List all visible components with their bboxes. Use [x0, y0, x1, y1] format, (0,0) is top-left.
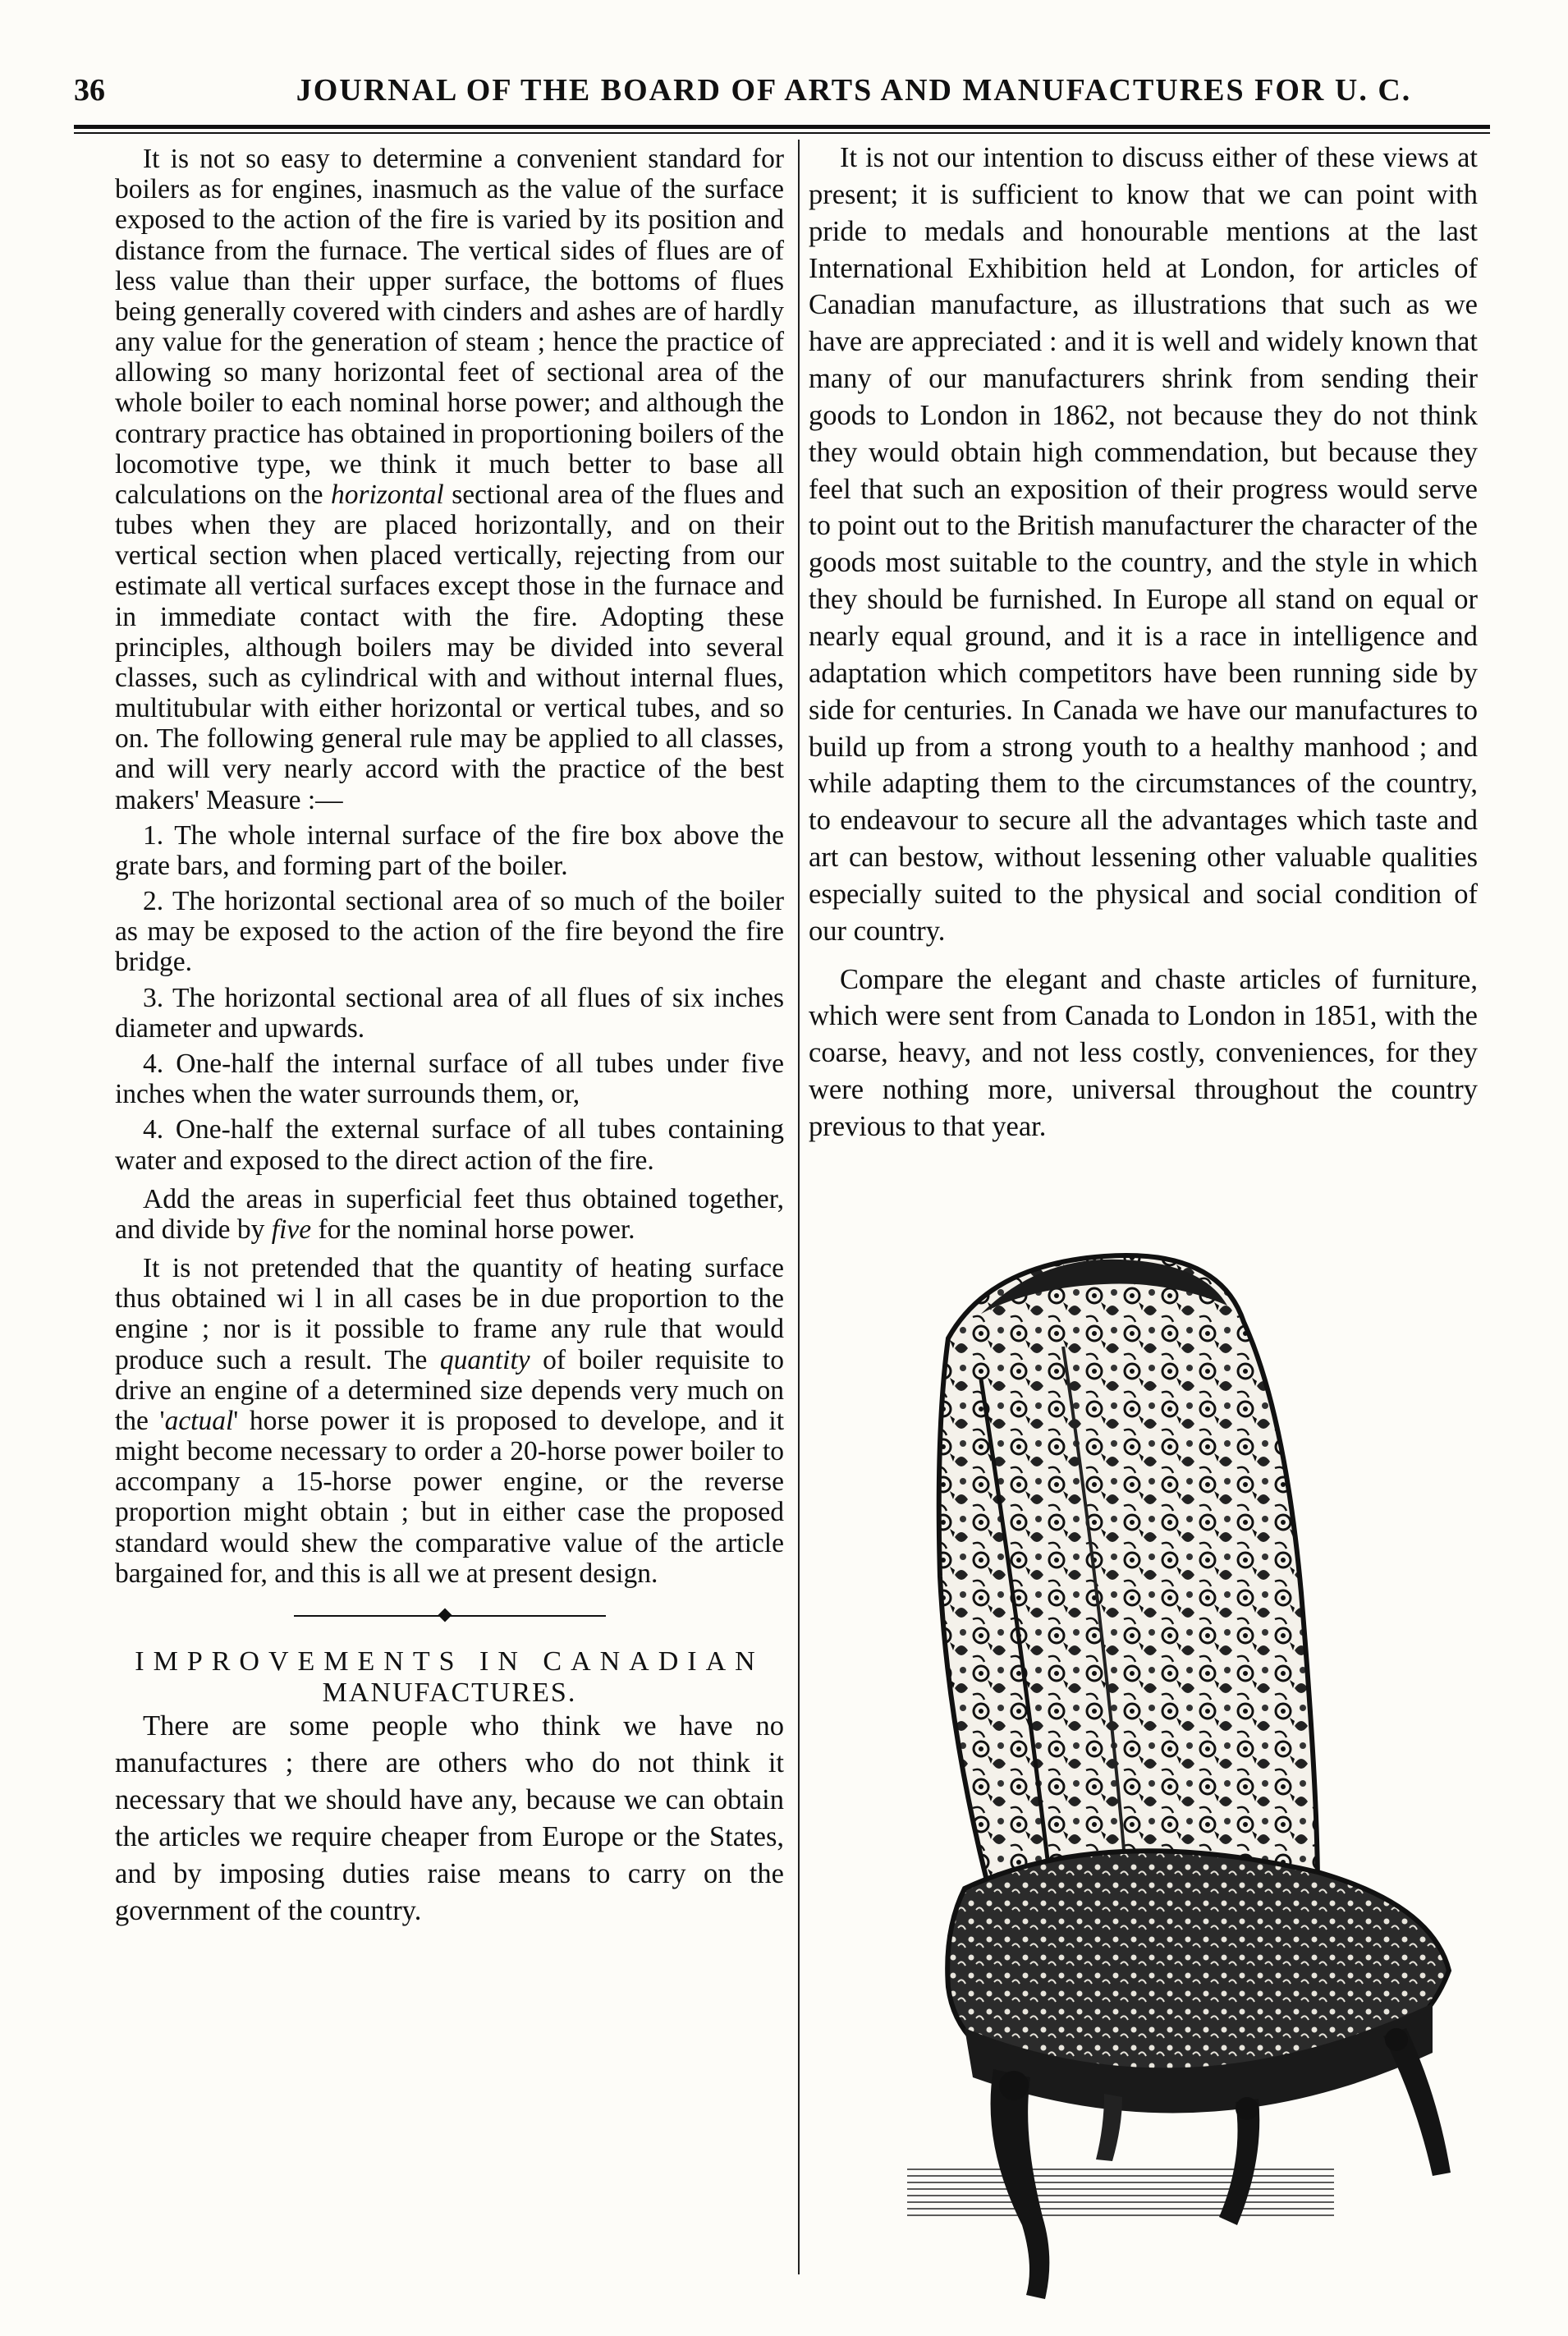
add-areas-paragraph	[115, 1184, 784, 1245]
header-rule-thin	[74, 132, 1490, 134]
compare-paragraph: Compare the elegant and chaste articles of furniture, which were sent from Canada to London in 1851, with the coarse, heavy, and not less costly, conveniences, for they were nothing more, universal throughout the country previous to that year.	[809, 963, 1478, 1142]
italic-text: horizontal	[330, 479, 444, 510]
separator-ornament-icon	[438, 1608, 452, 1622]
rule-item-1: 1. The whole internal surface of the fire box above the grate bars, and forming part of the boiler.	[115, 819, 784, 881]
section-heading: IMPROVEMENTS IN CANADIAN	[135, 1645, 764, 1677]
text-run: ' horse power it is proposed to develope, and it might become necessary to order a 20-horse power boiler to accompany a 15-horse power engine, or the reverse proportion might obtain ; but in either case the proposed standard would shew the comparative value of the article bargained for, and this is all we at present design.	[115, 1405, 784, 1589]
text-run: sectional area of the flues and tubes when they are placed horizontally, and on their vertical section when placed vertically, rejecting from our estimate all vertical surfaces except those in the furnace and in immediate contact with the fire. Adopting these principles, although boilers may be divided into several classes, such as cylindrical with and without internal flues, multitubular with either horizontal or vertical tubes, and so on. The following general rule may be applied to all classes, and will very nearly accord with the practice of the best makers' Measure :—	[115, 479, 784, 815]
boiler-paragraph	[115, 144, 784, 815]
section-heading-line2: MANUFACTURES.	[322, 1677, 577, 1708]
not-pretended-paragraph	[115, 1253, 784, 1589]
column-divider	[798, 140, 800, 2274]
text-run: of boiler requisite to drive an engine of a determined size depends very much on the '	[115, 1344, 784, 1436]
text-run: It is not pretended that the quantity of heating surface thus obtained wi l in all cases be in due proportion to the engine ; nor is it possible to frame any rule that would produce such a result. The	[115, 1253, 784, 1375]
right-column	[809, 140, 1478, 1145]
italic-text: actual	[164, 1405, 234, 1436]
header-rule	[74, 125, 1490, 129]
page-header	[74, 72, 1486, 122]
rule-item-3: 3. The horizontal sectional area of all flues of six inches diameter and upwards.	[115, 982, 784, 1044]
rule-item-4b: 4. One-half the external surface of all tubes containing water and exposed to the direct action of the fire.	[115, 1114, 784, 1176]
manufactures-paragraph: There are some people who think we have no manufactures ; there are others who do not think it necessary that we should have any, because we can obtain the articles we require cheaper from Europe or the States, and by imposing duties raise means to carry on the government of the country.	[115, 1710, 784, 1926]
rule-item-4a: 4. One-half the internal surface of all tubes under five inches when the water surrounds them, or,	[115, 1048, 784, 1110]
running-title: JOURNAL OF THE BOARD OF ARTS AND MANUFACTURES FOR U. C.	[296, 73, 1412, 108]
italic-text: five	[271, 1214, 312, 1245]
left-column	[115, 144, 784, 1929]
intention-paragraph: It is not our intention to discuss either of these views at present; it is sufficient to know that we can point with pride to medals and honourable mentions at the last International Exhibition held at London, for articles of Canadian manufacture, as illustrations that such as we have are appreciated : and it is well and widely known that many of our manufacturers shrink from sending their goods to London in 1862, not because they do not think they would obtain high commendation, but because they feel that such an exposition of their progress would serve to point out to the British manufacturer the character of the goods most suitable to the country, and the style in which they should be furnished. In Europe all stand on equal or nearly equal ground, and it is a race in intelligence and adaptation which competitors have been running side by side for centuries. In Canada we have our manufactures to build up from a strong youth to a healthy manhood ; and while adapting them to the circumstances of the country, to endeavour to secure all the advantages which taste and art can bestow, without lessening other valuable qualities especially suited to the physical and social condition of our country.	[809, 142, 1478, 947]
italic-text: quantity	[439, 1344, 530, 1375]
page-number: 36	[74, 73, 105, 108]
section-separator	[294, 1610, 606, 1622]
text-run: Add the areas in superficial feet thus obtained together, and divide by	[115, 1183, 784, 1245]
text-run: It is not so easy to determine a convenient standard for boilers as for engines, inasmuch as the value of the surface exposed to the action of the fire is varied by its position and distance from the furnace. The vertical sides of flues are of less value than their upper surface, the bottoms of flues being generally covered with cinders and ashes are of hardly any value for the generation of steam ; hence the practice of allowing so many horizontal feet of sectional area of the whole boiler to each nominal horse power; and although the contrary practice has obtained in proportioning boilers of the locomotive type, we think it much better to base all calculations on the	[115, 144, 784, 510]
text-run: for the nominal horse power.	[311, 1214, 635, 1245]
rule-item-2: 2. The horizontal sectional area of so much of the boiler as may be exposed to the action of the fire beyond the fire bridge.	[115, 886, 784, 978]
upholstered-chair-illustration	[858, 1248, 1498, 2307]
